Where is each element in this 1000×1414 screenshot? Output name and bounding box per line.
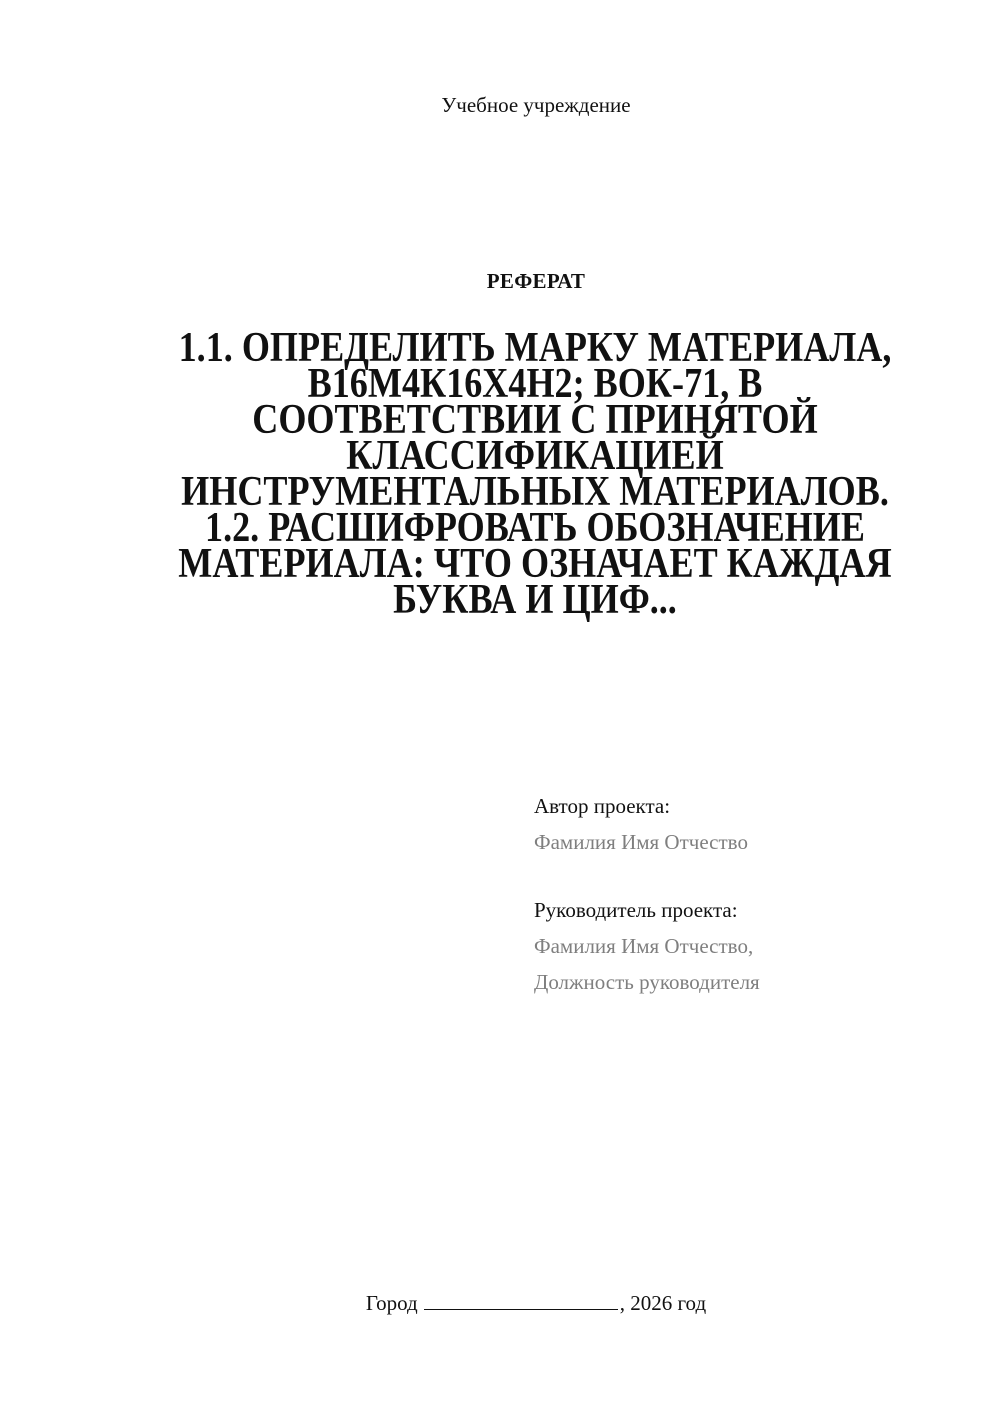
- title-line: МАТЕРИАЛА: ЧТО ОЗНАЧАЕТ КАЖДАЯ: [178, 541, 892, 587]
- supervisor-position: Должность руководителя: [534, 970, 760, 994]
- footer-city-year: [0, 1290, 1000, 1316]
- document-type: РЕФЕРАТ: [486, 269, 586, 293]
- title-line: В16М4К16Х4Н2; ВОК-71, В: [307, 361, 763, 407]
- title-line: 1.1. ОПРЕДЕЛИТЬ МАРКУ МАТЕРИАЛА,: [178, 325, 892, 371]
- supervisor-name: Фамилия Имя Отчество,: [534, 934, 754, 958]
- city-blank-line: [424, 1291, 618, 1310]
- institution-name: Учебное учреждение: [441, 93, 631, 117]
- city-label: Город: [365, 1291, 418, 1315]
- title-line: ИНСТРУМЕНТАЛЬНЫХ МАТЕРИАЛОВ.: [181, 469, 889, 515]
- credits-block: [534, 788, 954, 1000]
- supervisor-label: Руководитель проекта:: [534, 898, 738, 922]
- year-text: , 2026 год: [619, 1291, 707, 1315]
- author-name: Фамилия Имя Отчество: [534, 830, 748, 854]
- document-title: [120, 325, 950, 623]
- title-line: БУКВА И ЦИФ...: [393, 577, 677, 623]
- title-line: КЛАССИФИКАЦИЕЙ: [346, 433, 724, 479]
- title-line: 1.2. РАСШИФРОВАТЬ ОБОЗНАЧЕНИЕ: [205, 505, 865, 551]
- spacer: [534, 860, 954, 892]
- title-line: СООТВЕТСТВИИ С ПРИНЯТОЙ: [252, 397, 818, 443]
- author-label: Автор проекта:: [534, 794, 671, 818]
